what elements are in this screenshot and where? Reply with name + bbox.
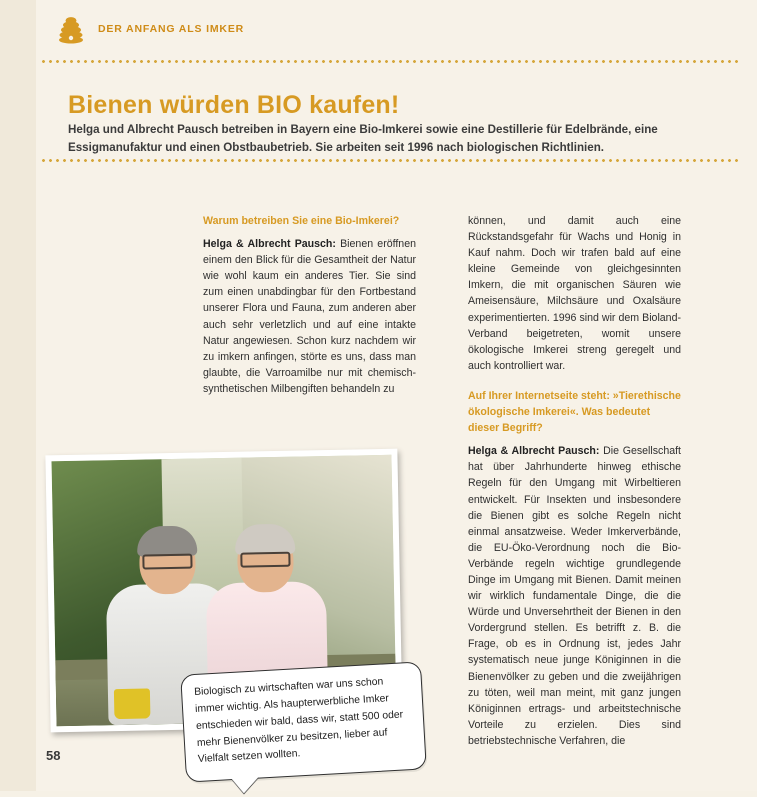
column-right — [468, 213, 681, 760]
answer-1-speaker: Helga & Albrecht Pausch: — [203, 238, 336, 251]
interview-answer-1-continued: können, und damit auch eine Rückstandsgefahr für Wachs und Honig in Kauf nahm. Doch wir trafen bald auf eine kleine Gemeinde von gleichgesinnten Imkern, die mit organischen Säuren wie Ameisensäure, Milchsäure und Oxalsäure experimentierten. 1996 sind wir dem Bioland-Verband beigetreten, womit unsere ökologische Imkerei streng geregelt und auch kontrolliert war. — [468, 215, 681, 372]
answer-2-speaker: Helga & Albrecht Pausch: — [468, 445, 600, 458]
photo-person-right-hair — [235, 524, 296, 555]
interview-answer-1 — [203, 236, 416, 397]
chapter-label: DER ANFANG ALS IMKER — [98, 23, 245, 35]
interview-question-2: Auf Ihrer Internetseite steht: »Tierethische ökologische Imkerei«. Was bedeutet dieser Begriff? — [468, 389, 681, 435]
photo-person-left-glasses — [142, 554, 192, 570]
divider-dotted-bottom — [40, 159, 740, 162]
divider-dotted-top — [40, 60, 740, 63]
speech-bubble-tail-icon — [231, 777, 260, 795]
photo-person-left-hair — [137, 526, 198, 557]
page-number: 58 — [46, 748, 61, 763]
photo-person-right-glasses — [240, 552, 290, 568]
photo-caption-bubble — [180, 661, 427, 783]
answer-1-text: Bienen eröffnen einem den Blick für die Gesamtheit der Natur wie wohl kaum ein anderes Tier. Sie sind zum einen unabdingbar für den Fortbestand unserer Flora und Fauna, zum anderen aber auch sehr verletzlich und auf eine intakte Natur angewiesen. Schon kurz nachdem wir zu imkern anfingen, störte es uns, dass man glaubte, die Varroamilbe nur mit chemisch-synthetischen Milbengiften behandeln zu — [203, 238, 416, 395]
beehive-icon — [58, 14, 84, 44]
page-left-margin-bar — [0, 0, 36, 791]
chapter-header — [58, 14, 244, 44]
column-left — [203, 213, 416, 408]
page-title: Bienen würden BIO kaufen! — [68, 90, 400, 119]
photo-caption-text: Biologisch zu wirtschaften war uns schon immer wichtig. Als haupterwerbliche Imker entschieden wir bald, dass wir, statt 500 oder mehr Bienenvölker zu besitzen, lieber auf Vielfalt setzen wollten. — [193, 676, 404, 766]
photo-yellow-bucket — [114, 688, 151, 719]
interview-question-1: Warum betreiben Sie eine Bio-Imkerei? — [203, 215, 400, 227]
answer-2-text: Die Gesellschaft hat über Jahrhunderte hinweg ethische Regeln für den Umgang mit Wirbeltieren entwickelt. Für Insekten und insbesondere die Bienen gibt es solche Regeln nicht einmal ansatzweise. Weder Imkerverbände, die EU-Öko-Verordnung noch die Bio-Verbände regeln wichtige grundlegende Dinge im Umgang mit Bienen. Damit meinen wir wirklich fundamentale Dinge, die die Würde und Unversehrtheit der Bienen in den Vordergrund stellen. Es betrifft z. B. die Frage, ob es in Ordnung ist, jedes Jahr systematisch neue junge Königinnen in die Bienenvölker zu geben und die zweijährigen zu töten, weil man meint, mit ganz jungen Königinnen ertrags- und arbeitstechnische Vorteile zu erzielen. Dies sind betriebstechnische Verfahren, die — [468, 445, 681, 747]
interview-answer-2 — [468, 443, 681, 749]
article-standfirst: Helga und Albrecht Pausch betreiben in Bayern eine Bio-Imkerei sowie eine Destillerie für Edelbrände, eine Essigmanufaktur und einen Obstbaubetrieb. Sie arbeiten seit 1996 nach biologischen Richtlinien. — [68, 122, 658, 154]
